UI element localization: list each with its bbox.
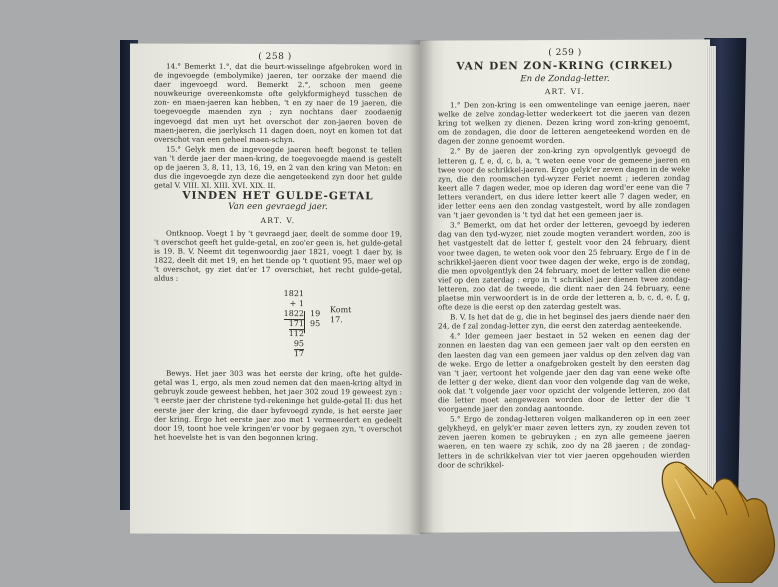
left-paragraph-solution: Ontknoop. Voegt 1 by 't gevraegd jaer, deelt de somme door 19, 't overschot geeft het gulde-getal, en zoo'er geen is, het gulde-getal is 19. B. V. Neemt dit tegenwoordig jaer 1821, voegt 1 daer by, is 1822, deelt dit met 19, en het tiende op 't quotient 95, maer wel op 't overschot, gy ziet dat'er 17 overschiet, het recht gulde-getal, aldus : [154,228,402,283]
right-paragraph-3: 3.° Bemerkt, om dat het order der letteren, gevoegd by iederen dag van den tyd-wyzer, niet zoude mogten verandert worden, zoo is het vastgestelt dat de letter f, gestelt voor den 24 february, dient voor twee dagen, te weten ook voor den 25 february. Ergo de f in de schrikkel-jaeren dient voor twee dagen der weke, ergo is de zondag, die men opvolgentlyk den 24 february, moet de letter vallen die eene vief op den zaterdag : ergo in 't schrikkel jaer dienen twee zondag-letteren, zoo dat de tweede, die dient naer den 24 february, eene plaetse min verwoordert is in de orde der letteren a, b, c, d, e, f, g, ofte deze is die eerst op den zaterdag gestelt was. [438,219,690,312]
calc-divisor: 19 [310,309,321,319]
calc-line-3: 1822 [283,309,304,319]
calc-quotient: 95 [310,319,321,329]
left-paragraph-14: 14.° Bemerkt 1.°, dat die beurt-wisselinge afgebroken word in de ingevoegde (embolymike) jaeren, ter oorzake der maend die daer ingevoegd word. Bemerkt 2.°, schoon men geene nouwkeurige overeenkomste ofte gelykformigheyd tusschen de zon- en maen-jaeren kan hebben, 't en zy naer de 19 jaeren, die toegevoegde maenden zyn ; zyn nochtans daer zoodaenig ingevoegd dat men uyt het overschot der zon-jaeren boven de maen-jaeren, die jaerlyksch 11 dagen doen, noyt en komen tot dat overschot van een geheel maen-schyn. [154,61,402,144]
calc-line-4: 171 [288,319,304,329]
calc-result: Komt 17. [330,305,352,325]
right-page-text [420,99,710,469]
brass-hand-icon [655,445,778,583]
division-calculation [250,289,360,359]
right-heading: VAN DEN ZON-KRING (CIRKEL) [456,59,674,73]
left-heading: VINDEN HET GULDE-GETAL [182,189,374,203]
left-paragraph-proof: Bewys. Het jaer 303 was het eerste der kring, ofte het gulde-getal was 1, ergo, als men zoud nemen dat den maen-kring altyd in gebruyk zoude geweest hebben, het jaer 302 zoud 19 geweest zyn : 't eerste jaer der christene tyd-rekeninge het gulde-getal II: dus het eerste jaer der kring, die daer byfevoegd zynde, is het eerste jaer der kring. Ergo het eerste jaer zoo met 1 vermeerdert en gedeelt door 19, toont hoe vele kringen'er voor by gegaen zyn, 't overschot het hoevelste het is van den begonnen kring. [154,368,402,442]
right-article-label: ART. VI. [544,86,586,97]
calc-line-2: + 1 [289,299,304,309]
right-paragraph-example: B. V. Is het dat de g, die in het beginsel des jaers diende naer den 24, de f zal zondag-letter zyn, die eerst den zaterdag aenteekende. [438,311,690,331]
left-article-label: ART. V. [260,215,296,225]
calc-line-5: 112 [288,329,304,339]
left-paragraph-15: 15.° Gelyk men de ingevoegde jaeren heeft begonst te tellen van 't derde jaer der maen-kring, de toegevoegde maend is gestelt op de jaeren 3, 8, 11, 13, 16, 19, en 2 van den kring van Meton: en dus die ingevoegde zyn deze die aengeteekend zyn door het gulde getal V. VIII. XI. XIII. XVI. XIX. II. [154,144,402,191]
brass-hand-bookweight [655,445,778,583]
left-page-text [130,61,420,442]
calc-line-1: 1821 [283,289,304,299]
calc-line-7: 17 [293,349,304,359]
right-subheading: En de Zondag-letter. [520,73,610,85]
right-page-number: ( 259 ) [548,47,582,59]
calc-line-6: 95 [293,339,304,349]
right-paragraph-5: 5.° Ergo de zondag-letteren volgen malkanderen op in een zeer gelykheyd, en gelyk'er maer zeven letters zyn, zy zouden zeven tot zeven jaeren komen te gebruyken ; en zyn alle gemeene jaeren waeren, en ten waere zy schik, zoo dy na 28 jaeren ; de zondag-letters in de schrikkelvan vier tot vier jaeren opgehouden wierden door de schrikkel- [438,413,690,470]
right-paragraph-1: 1.° Den zon-kring is een omwentelinge van eenige jaeren, naer welke de zelve zondag-letter wederkeert tot die jaeren van dezen kring tot welken zy dienen. Dezen kring word zon-kring genoemt, om de zondagen, die door de letteren aengeteekend worden en de dagen der zonne genoemt worden. [438,99,690,146]
book-gutter-shadow [408,40,434,534]
division-bar [304,311,305,333]
left-page-number: ( 258 ) [258,51,292,63]
right-paragraph-4: 4.° Ider gemeen jaer bestaet in 52 weken en eenen dag der zonnen en laesten dag van een gemeen jaer valt op den eersten en den laesten dag van een gemeen jaer valdus op den zelven dag van de weke. Ergo de letter a onafgebroken gestelt by den eersten dag van 't jaer, vertoont het volgende jaer den dag van eene weke ofte de letter g der weke, dient dan voor den volgende dag van de weke, ook dat 't volgende jaer voor opzicht der volgende letteren, zoo dat die letter moet aengewezen worden door de letter der die 't voorgaende jaer den zondag aantoonde. [438,330,690,414]
left-page [130,43,420,534]
left-subheading: Van een gevraegd jaer. [228,202,328,213]
right-paragraph-2: 2.° By de jaeren der zon-kring zyn opvolgentlyk gevoegd de letteren g, f, e, d, c, b, a, 't weten eene voor de gemeene jaeren en twee voor de schrikkel-jaeren. Ergo gelyk'er zeven dagen in de weke zyn, die den roomschen tyd-wyzer Feriet noemt ; iederen zondag keert alle 7 dagen weder, moe op ideren dag word'er eene van die 7 letters verandert, en dus idere letter keert alle 7 dagen weder, en ider letter eens aen den zondag vastgestelt, word by alle zondagen van 't jaer gevonden is 't tyd dat het een gemeen jaer is. [438,145,690,220]
